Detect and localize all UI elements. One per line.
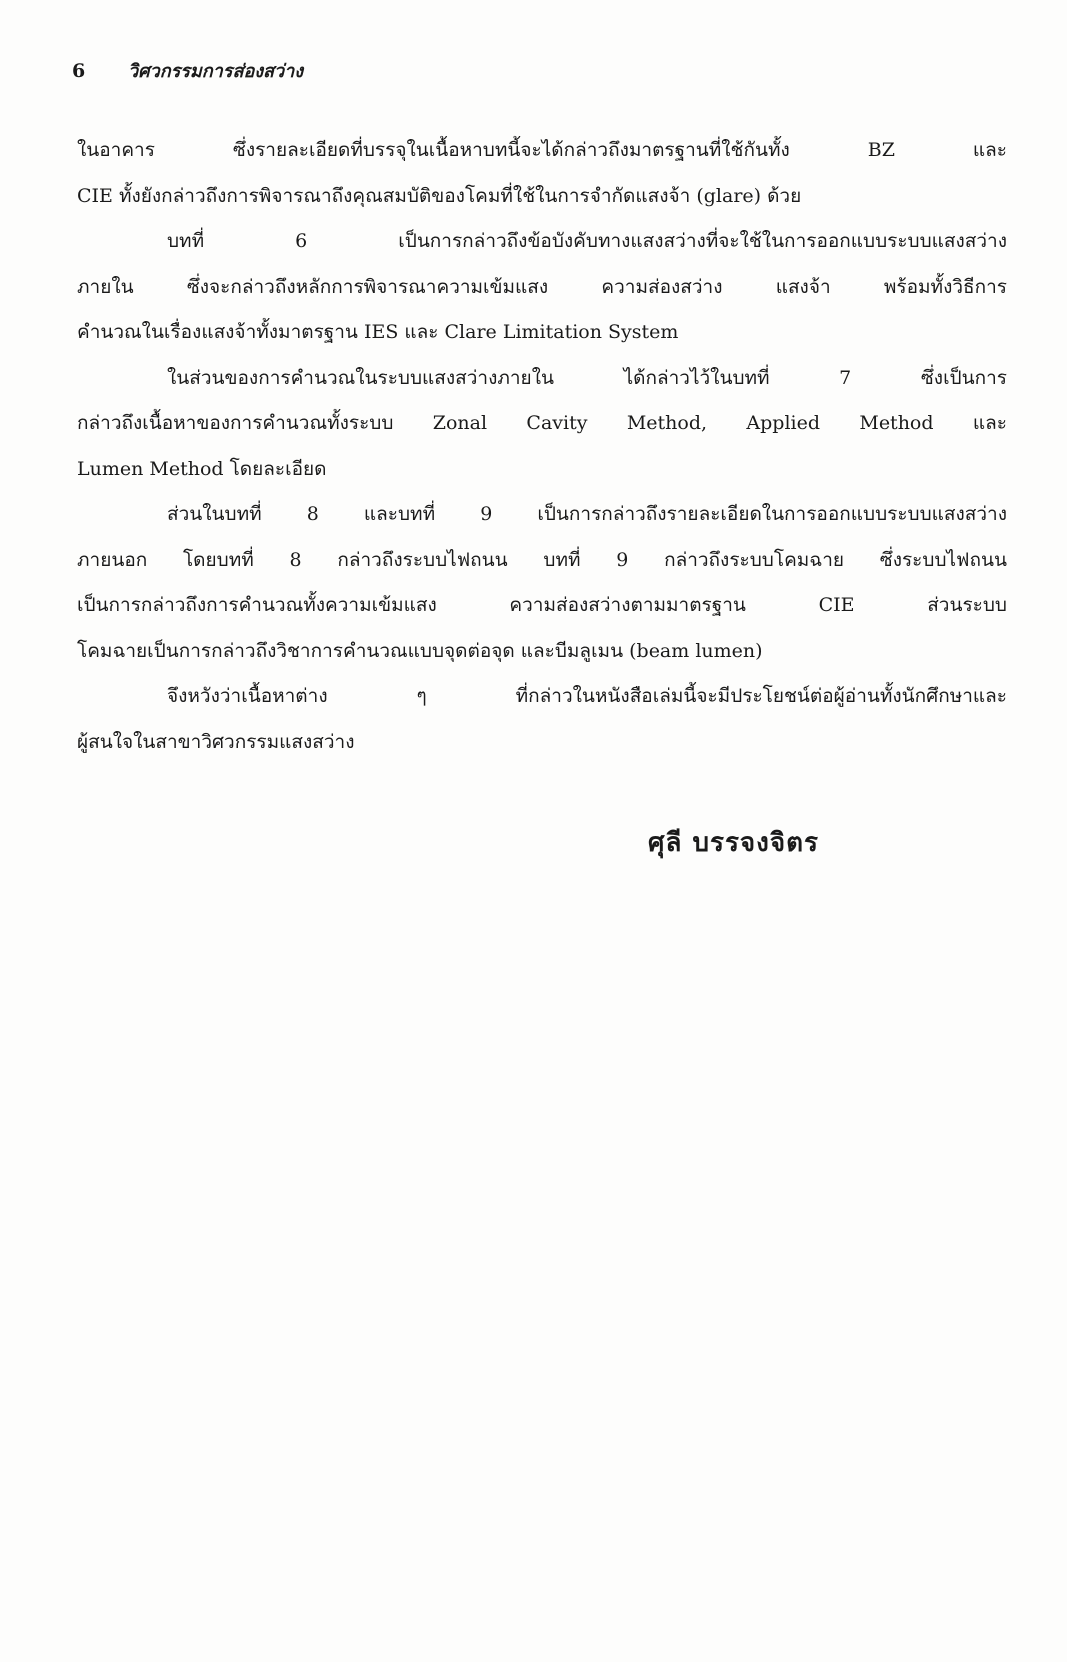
- text-line: ภายใน ซึ่งจะกล่าวถึงหลักการพิจารณาความเข้มแสง ความส่องสว่าง แสงจ้า พร้อมทั้งวิธีการ: [77, 275, 1007, 298]
- paragraph-first-line: จึงหวังว่าเนื้อหาต่าง ๆ ที่กล่าวในหนังสือเล่มนี้จะมีประโยชน์ต่อผู้อ่านทั้งนักศึกษาและ: [167, 685, 1007, 707]
- text-line: Lumen Method โดยละเอียด: [77, 457, 327, 480]
- text-line: ผู้สนใจในสาขาวิศวกรรมแสงสว่าง: [77, 730, 355, 753]
- running-title: วิศวกรรมการส่องสว่าง: [128, 61, 304, 82]
- text-line: ในอาคาร ซึ่งรายละเอียดที่บรรจุในเนื้อหาบทนี้จะได้กล่าวถึงมาตรฐานที่ใช้กันทั้ง BZ และ: [77, 139, 1007, 161]
- page-header: [72, 56, 303, 85]
- text-line: โคมฉายเป็นการกล่าวถึงวิชาการคำนวณแบบจุดต่อจุด และบีมลูเมน (beam lumen): [77, 639, 763, 662]
- preface-body: [77, 128, 1007, 765]
- text-line: กล่าวถึงเนื้อหาของการคำนวณทั้งระบบ Zonal Cavity Method, Applied Method และ: [77, 412, 1007, 434]
- text-line: ภายนอก โดยบทที่ 8 กล่าวถึงระบบไฟถนน บทที่ 9 กล่าวถึงระบบโคมฉาย ซึ่งระบบไฟถนน: [77, 548, 1007, 571]
- author-signature: ศุลี บรรจงจิตร: [648, 828, 819, 858]
- text-line: คำนวณในเรื่องแสงจ้าทั้งมาตรฐาน IES และ Clare Limitation System: [77, 321, 679, 343]
- page-number: 6: [72, 60, 86, 82]
- text-line: เป็นการกล่าวถึงการคำนวณทั้งความเข้มแสง ความส่องสว่างตามมาตรฐาน CIE ส่วนระบบ: [77, 594, 1007, 616]
- paragraph-first-line: บทที่ 6 เป็นการกล่าวถึงข้อบังคับทางแสงสว่างที่จะใช้ในการออกแบบระบบแสงสว่าง: [167, 230, 1007, 252]
- text-line: CIE ทั้งยังกล่าวถึงการพิจารณาถึงคุณสมบัติของโคมที่ใช้ในการจำกัดแสงจ้า (glare) ด้วย: [77, 184, 802, 207]
- paragraph-first-line: ในส่วนของการคำนวณในระบบแสงสว่างภายใน ได้กล่าวไว้ในบทที่ 7 ซึ่งเป็นการ: [167, 366, 1007, 389]
- paragraph-first-line: ส่วนในบทที่ 8 และบทที่ 9 เป็นการกล่าวถึงรายละเอียดในการออกแบบระบบแสงสว่าง: [167, 503, 1007, 525]
